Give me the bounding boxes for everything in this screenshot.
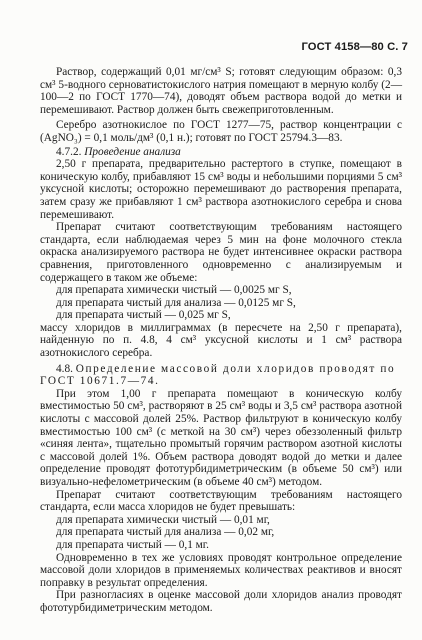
running-header: ГОСТ 4158—80 С. 7 (301, 41, 408, 53)
paragraph-disagreement: При разногласиях в оценке массовой доли хлоридов анализ проводят фототурбидиметрическим методом. (40, 589, 402, 614)
paragraph-chloride-procedure: При этом 1,00 г препарата помещают в коническую колбу вместимостью 50 см³, растворяют в 25 см³ воды и 3,5 см³ раствора азотной кислоты с массовой долей 25%. Раствор фильтруют в коническую колбу вместимостью 100 см³ (с меткой на 30 см³) через обеззоленный фильтр «синяя лента», тщательно промытый горячим раствором азотной кислоты с массовой долей 1%. Объем раствора доводят водой до метки и далее определение проводят фототурбидиметрическим (в объеме 50 см³) или визуально-нефелометрическим (в объеме 40 см³) методом. (40, 387, 402, 488)
paragraph-control: Одновременно в тех же условиях проводят контрольное определение массовой доли хлоридов в применяемых количествах реактивов и вносят поправку в результат определения. (40, 551, 402, 589)
limits-list-chloride (40, 514, 402, 552)
list-item: для препарата чистый для анализа — 0,02 мг, (56, 526, 275, 539)
paragraph-solution: Раствор, содержащий 0,01 мг/см³ S; готовят следующим образом: 0,3 см³ 5-водного серноватистокислого натрия помещают в мерную колбу (2—100—2 по ГОСТ 1770—74), доводят объем раствора водой до метки и перемешивают. Раствор должен быть свежеприготовленным. (40, 66, 402, 116)
document-body (40, 66, 402, 615)
list-item: для препарата чистый для анализа — 0,0125 мг S, (56, 296, 296, 309)
section-number: 4.8. (56, 362, 73, 375)
list-item: для препарата чистый — 0,1 мг. (56, 538, 209, 551)
limits-list-sulfur (40, 284, 402, 322)
paragraph-chloride-mass: массу хлоридов в миллиграммах (в пересчете на 2,50 г препарата), найденную по п. 4.8, 4 см³ уксусной кислоты и 1 см³ раствора азотнокислого серебра. (40, 321, 402, 360)
list-item: для препарата чистый — 0,025 мг S, (56, 309, 231, 322)
section-heading-4-8 (40, 363, 402, 388)
paragraph-silver-nitrate: Серебро азотнокислое по ГОСТ 1277—75, раствор концентрации c (AgNO₃) = 0,1 моль/дм³ (0,1 н.); готовят по ГОСТ 25794.3—83. (40, 119, 402, 144)
paragraph-criteria: Препарат считают соответствующим требованиям настоящего стандарта, если наблюдаемая через 5 мин на фоне молочного стекла окраска анализируемого раствора не будет интенсивнее окраски раствора сравнения, приготовленного одновременно с анализируемым и содержащего в таком же объеме: (40, 221, 402, 284)
list-item: для препарата химически чистый — 0,0025 мг S, (56, 284, 292, 297)
paragraph-chloride-criteria: Препарат считают соответствующим требованиям настоящего стандарта, если масса хлоридов не будет превышать: (40, 488, 402, 514)
list-item: для препарата химически чистый — 0,01 мг, (56, 513, 270, 526)
paragraph-procedure: 2,50 г препарата, предварительно растертого в ступке, помещают в коническую колбу, прибавляют 15 см³ воды и небольшими порциями 5 см³ уксусной кислоты; осторожно перемешивают до растворения препарата, затем сразу же прибавляют 1 см³ раствора азотнокислого серебра и снова перемешивают. (40, 158, 402, 221)
section-title: Проведение анализа (84, 145, 181, 158)
section-title: Определение массовой доли хлоридов проводят по ГОСТ 10671.7—74. (40, 362, 396, 388)
section-heading-4-7-2 (40, 146, 402, 159)
section-number: 4.7.2. (56, 145, 82, 158)
